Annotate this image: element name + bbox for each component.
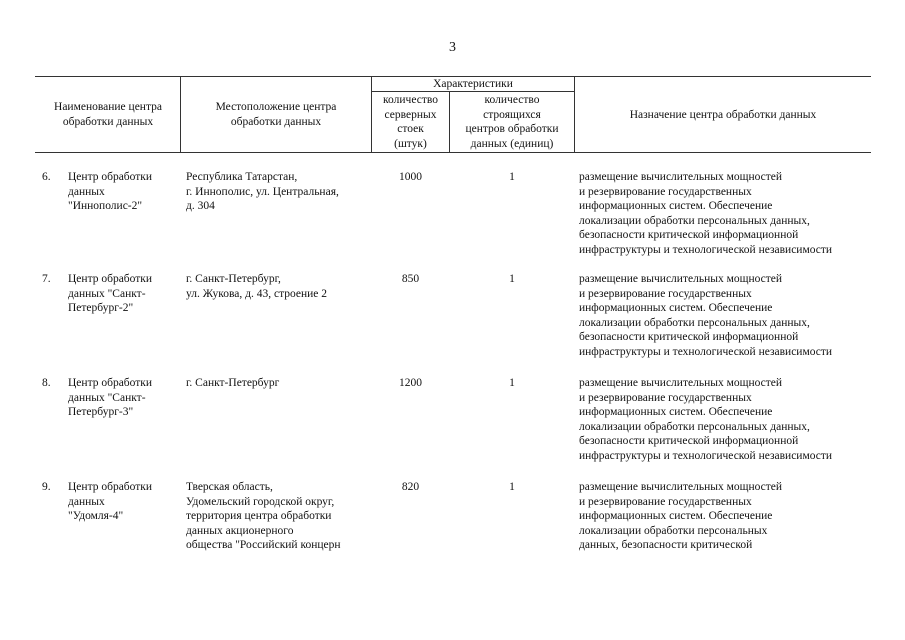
row-purpose-line: размещение вычислительных мощностей <box>579 481 783 493</box>
row-name <box>68 272 152 316</box>
header-name-line: Наименование центра <box>54 101 162 113</box>
row-purpose-line: данных, безопасности критической <box>579 539 753 551</box>
row-racks: 1200 <box>399 377 422 389</box>
row-number: 7. <box>42 273 51 285</box>
row-purpose-line: и резервирование государственных <box>579 391 752 404</box>
row-building: 1 <box>509 171 515 183</box>
row-name-line: данных <box>68 185 105 198</box>
row-purpose-line: информационных систем. Обеспечение <box>579 510 773 522</box>
row-purpose-line: инфраструктуры и технологической независимости <box>579 449 833 462</box>
row-location <box>186 480 341 553</box>
row-purpose-line: инфраструктуры и технологической независимости <box>579 243 833 256</box>
row-location-line: г. Иннополис, ул. Центральная, <box>186 185 339 198</box>
header-location-line: Местоположение центра <box>215 101 337 113</box>
row-name <box>68 170 152 214</box>
row-purpose-line: информационных систем. Обеспечение <box>579 406 773 418</box>
header-name-line: обработки данных <box>62 115 154 128</box>
page-number: 3 <box>449 40 456 55</box>
row-number: 6. <box>42 171 51 183</box>
row-purpose-line: безопасности критической информационной <box>579 331 799 343</box>
row-name-line: "Иннополис-2" <box>68 200 143 212</box>
row-racks: 850 <box>401 273 420 285</box>
row-racks: 820 <box>401 481 420 493</box>
row-name-line: "Удомля-4" <box>68 510 124 522</box>
header-racks-line: количество <box>383 94 438 106</box>
header-group-characteristics: Характеристики <box>433 78 513 90</box>
row-location-line: территория центра обработки <box>186 510 332 522</box>
row-building: 1 <box>509 273 515 285</box>
row-location-line: г. Санкт-Петербург <box>186 377 280 389</box>
header-racks-line: (штук) <box>394 137 427 150</box>
row-location-line: данных акционерного <box>186 524 294 537</box>
row-location-line: общества "Российский концерн <box>186 539 341 551</box>
row-location-line: ул. Жукова, д. 43, строение 2 <box>186 287 328 300</box>
row-location-line: Удомельский городской округ, <box>186 495 335 508</box>
row-purpose <box>579 376 832 463</box>
row-location-line: Республика Татарстан, <box>186 171 298 183</box>
row-purpose-line: инфраструктуры и технологической независимости <box>579 345 833 358</box>
row-number: 9. <box>42 481 51 493</box>
row-purpose <box>579 272 832 359</box>
row-purpose-line: размещение вычислительных мощностей <box>579 273 783 285</box>
header-purpose-line: Назначение центра обработки данных <box>629 109 817 121</box>
row-purpose-line: и резервирование государственных <box>579 495 752 508</box>
header-name <box>36 100 180 129</box>
row-location <box>186 272 327 301</box>
header-location-line: обработки данных <box>230 115 322 128</box>
row-name-line: Центр обработки <box>68 377 153 389</box>
row-purpose-line: и резервирование государственных <box>579 287 752 300</box>
row-purpose-line: локализации обработки персональных данных, <box>579 420 810 433</box>
row-number: 8. <box>42 377 51 389</box>
row-name-line: Центр обработки <box>68 273 153 285</box>
row-location <box>186 376 279 391</box>
header-location <box>181 100 371 129</box>
header-building-line: центров обработки <box>465 123 559 135</box>
header-racks <box>372 93 449 151</box>
row-name <box>68 480 152 524</box>
row-purpose <box>579 170 832 257</box>
header-building-line: строящихся <box>483 108 541 121</box>
row-purpose-line: и резервирование государственных <box>579 185 752 198</box>
header-building-line: данных (единиц) <box>470 137 554 150</box>
header-racks-line: серверных <box>384 108 437 121</box>
row-purpose-line: размещение вычислительных мощностей <box>579 377 783 389</box>
row-location-line: д. 304 <box>186 200 215 212</box>
header-building <box>450 93 574 151</box>
row-name-line: Петербург-3" <box>68 406 134 418</box>
row-building: 1 <box>509 377 515 389</box>
table-header-bottom-rule <box>35 152 871 153</box>
row-name-line: данных <box>68 495 105 508</box>
row-location-line: г. Санкт-Петербург, <box>186 273 281 285</box>
row-purpose-line: локализации обработки персональных данных, <box>579 214 810 227</box>
row-name-line: Центр обработки <box>68 481 153 493</box>
row-name-line: данных "Санкт- <box>68 391 146 404</box>
row-purpose <box>579 480 782 553</box>
row-location <box>186 170 339 214</box>
row-purpose-line: локализации обработки персональных <box>579 524 768 537</box>
row-purpose-line: информационных систем. Обеспечение <box>579 200 773 212</box>
row-purpose-line: безопасности критической информационной <box>579 435 799 447</box>
row-racks: 1000 <box>399 171 422 183</box>
header-racks-line: стоек <box>397 123 424 135</box>
header-purpose <box>575 108 871 123</box>
row-name-line: Центр обработки <box>68 171 153 183</box>
row-location-line: Тверская область, <box>186 481 273 493</box>
row-purpose-line: размещение вычислительных мощностей <box>579 171 783 183</box>
row-purpose-line: информационных систем. Обеспечение <box>579 302 773 314</box>
row-name-line: Петербург-2" <box>68 302 134 314</box>
row-purpose-line: локализации обработки персональных данных, <box>579 316 810 329</box>
header-building-line: количество <box>484 94 540 106</box>
row-building: 1 <box>509 481 515 493</box>
row-name <box>68 376 152 420</box>
row-purpose-line: безопасности критической информационной <box>579 229 799 241</box>
row-name-line: данных "Санкт- <box>68 287 146 300</box>
